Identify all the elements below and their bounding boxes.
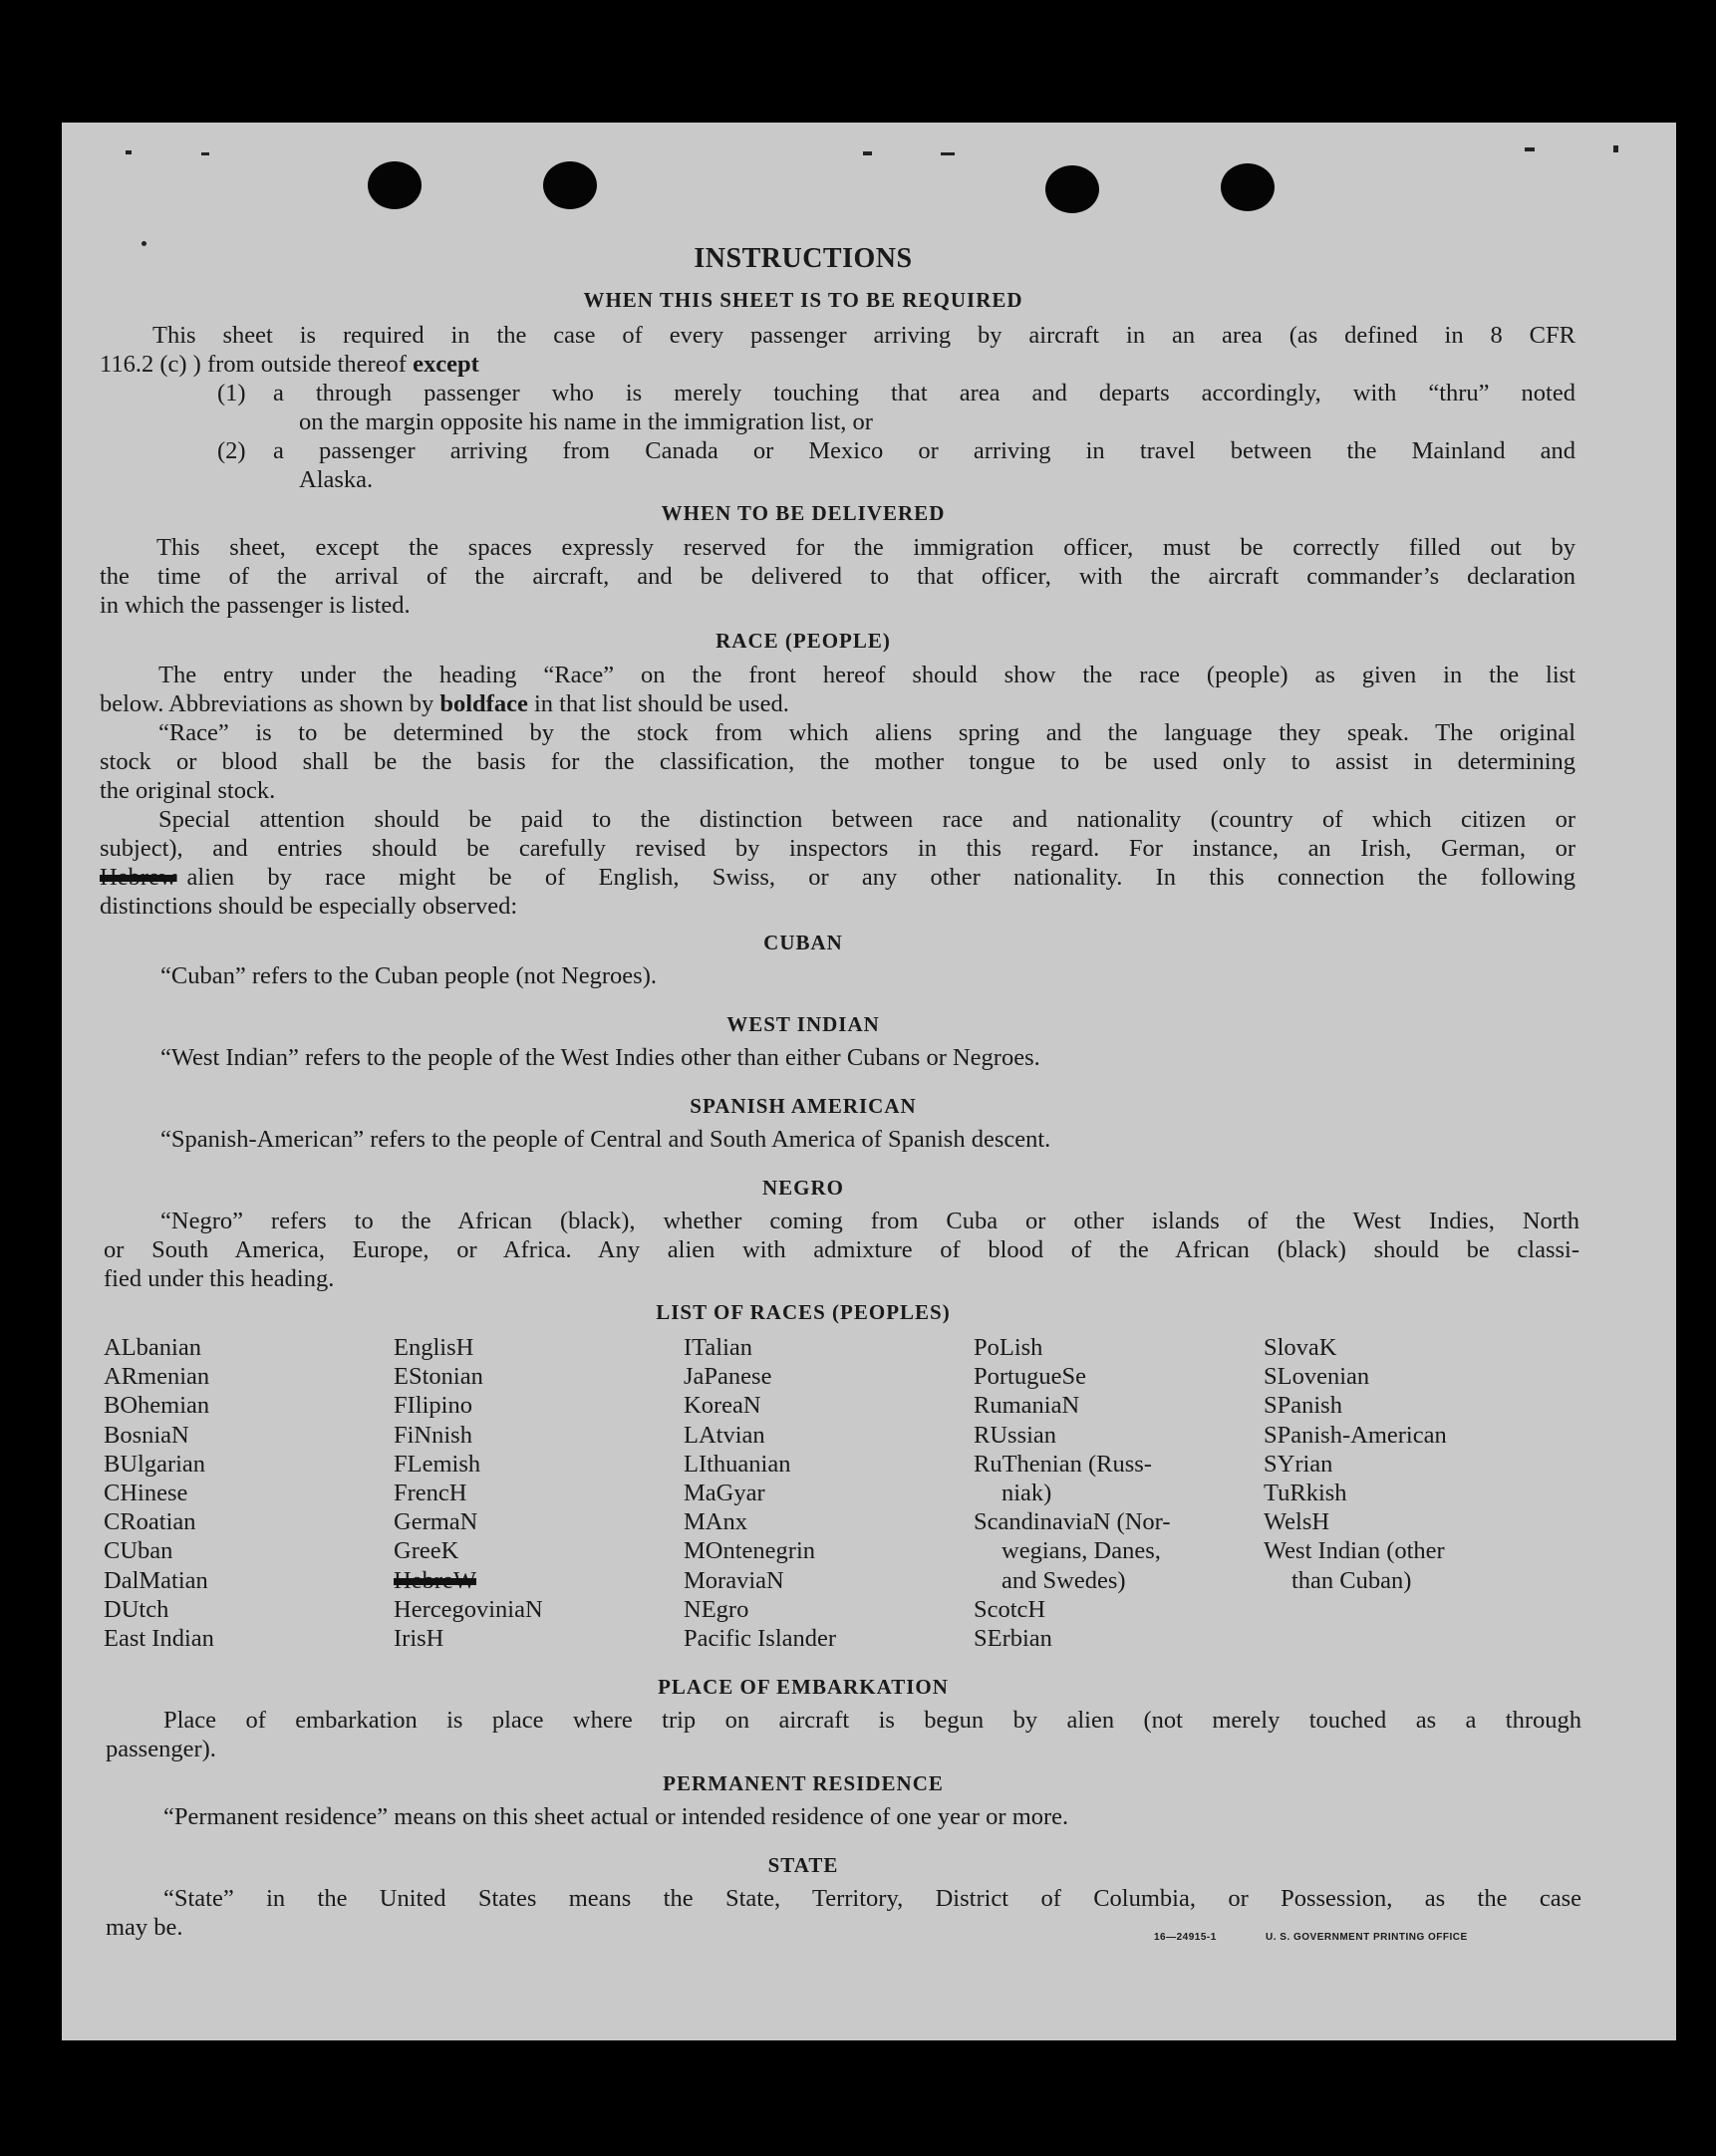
race-column xyxy=(684,1333,836,1653)
race-entry: RumaniaN xyxy=(974,1392,1080,1420)
paragraph-line xyxy=(100,690,789,718)
speck xyxy=(1525,147,1535,151)
race-column xyxy=(974,1333,1170,1653)
race-entry: MOntenegrin xyxy=(684,1537,815,1565)
punch-hole xyxy=(543,161,597,209)
text: in that list should be used. xyxy=(533,690,789,717)
list-number: (1) xyxy=(217,380,246,406)
race-entry: GreeK xyxy=(394,1537,459,1565)
race-entry: CRoatian xyxy=(104,1508,196,1536)
section-heading: WEST INDIAN xyxy=(726,1012,880,1036)
race-entry: GermaN xyxy=(394,1508,478,1536)
paragraph-line: “State” in the United States means the State, Territory, District of Columbia, or Possession, as the case xyxy=(163,1885,1581,1912)
section-heading: WHEN THIS SHEET IS TO BE REQUIRED xyxy=(583,288,1023,312)
race-entry: SErbian xyxy=(974,1625,1052,1653)
paragraph-line: in which the passenger is listed. xyxy=(100,592,411,619)
paragraph-line: “West Indian” refers to the people of the West Indies other than either Cubans or Negroes. xyxy=(160,1044,1040,1071)
paragraph-line: the original stock. xyxy=(100,777,276,804)
instruction-sheet xyxy=(62,123,1676,2040)
race-entry: ScandinaviaN (Nor- xyxy=(974,1508,1171,1536)
race-entry: LAtvian xyxy=(684,1421,765,1449)
paragraph-line: “Cuban” refers to the Cuban people (not Negroes). xyxy=(160,962,657,989)
bold-text: except xyxy=(413,351,479,378)
form-number: 16—24915-1 xyxy=(1154,1932,1217,1943)
race-column xyxy=(1264,1333,1447,1595)
paragraph-line: “Permanent residence” means on this sheet actual or intended residence of one year or more. xyxy=(163,1803,1069,1830)
race-entry: MoraviaN xyxy=(684,1566,784,1594)
paragraph-line: “Negro” refers to the African (black), whether coming from Cuba or other islands of the West Indies, North xyxy=(160,1208,1579,1234)
race-entry: TuRkish xyxy=(1264,1480,1347,1507)
paragraph-line xyxy=(100,864,1575,892)
speck xyxy=(1613,145,1618,152)
paragraph-line: This sheet is required in the case of every passenger arriving by aircraft in an area (as defined in 8 CFR xyxy=(152,322,1575,349)
section-heading: LIST OF RACES (PEOPLES) xyxy=(656,1300,951,1324)
race-entry: BOhemian xyxy=(104,1392,210,1420)
race-entry: MaGyar xyxy=(684,1480,765,1507)
race-entry: FiNnish xyxy=(394,1421,472,1449)
paragraph-line: “Spanish-American” refers to the people of Central and South America of Spanish descent. xyxy=(160,1126,1051,1153)
section-heading: WHEN TO BE DELIVERED xyxy=(661,501,946,525)
race-entry: FIlipino xyxy=(394,1392,472,1420)
paragraph-line: Place of embarkation is place where trip on aircraft is begun by alien (not merely touched as a through xyxy=(163,1707,1581,1734)
race-entry: and Swedes) xyxy=(1001,1566,1126,1594)
section-heading: PERMANENT RESIDENCE xyxy=(663,1771,944,1795)
text: 116.2 (c) ) from outside thereof xyxy=(100,351,407,378)
race-entry: ARmenian xyxy=(104,1363,210,1391)
section-heading: STATE xyxy=(767,1853,839,1877)
race-entry: SlovaK xyxy=(1264,1334,1337,1361)
section-heading: PLACE OF EMBARKATION xyxy=(658,1675,949,1699)
race-entry: FLemish xyxy=(394,1450,481,1478)
section-heading: RACE (PEOPLE) xyxy=(715,629,891,653)
struck-text: Hebrew xyxy=(100,864,177,891)
paragraph-line: fied under this heading. xyxy=(104,1265,335,1292)
paragraph-line: “Race” is to be determined by the stock from which aliens spring and the language they speak. The original xyxy=(158,719,1575,746)
speck xyxy=(126,150,132,154)
list-item-line: on the margin opposite his name in the immigration list, or xyxy=(299,408,873,435)
race-entry: KoreaN xyxy=(684,1392,761,1420)
race-entry: SPanish-American xyxy=(1264,1421,1447,1449)
race-entry: West Indian (other xyxy=(1264,1537,1445,1565)
race-entry: PoLish xyxy=(974,1334,1043,1361)
list-item-line: Alaska. xyxy=(299,466,374,493)
page-title: INSTRUCTIONS xyxy=(694,243,913,274)
punch-hole xyxy=(1045,165,1099,213)
race-entry: FrencH xyxy=(394,1480,467,1507)
race-entry: RUssian xyxy=(974,1421,1057,1449)
race-entry: MAnx xyxy=(684,1508,747,1536)
race-entry: ITalian xyxy=(684,1334,753,1361)
list-item-line: a through passenger who is merely touching that area and departs accordingly, with “thru” noted xyxy=(273,380,1575,406)
paragraph-line: distinctions should be especially observed: xyxy=(100,893,518,920)
paragraph-line: may be. xyxy=(106,1914,183,1941)
paragraph-line: The entry under the heading “Race” on the front hereof should show the race (people) as given in the list xyxy=(158,662,1575,688)
speck xyxy=(863,151,872,155)
race-entry: PortugueSe xyxy=(974,1363,1086,1391)
race-entry: IrisH xyxy=(394,1625,444,1653)
race-entry: EnglisH xyxy=(394,1334,474,1361)
paragraph-line: subject), and entries should be carefully revised by inspectors in this regard. For instance, an Irish, German, or xyxy=(100,835,1575,862)
section-heading: NEGRO xyxy=(761,1176,844,1200)
paragraph-line: or South America, Europe, or Africa. Any alien with admixture of blood of the African (black) should be classi- xyxy=(104,1236,1579,1263)
race-entry: HercegoviniaN xyxy=(394,1595,543,1623)
race-entry: East Indian xyxy=(104,1625,214,1653)
race-entry: ScotcH xyxy=(974,1595,1046,1623)
section-heading: SPANISH AMERICAN xyxy=(690,1094,917,1118)
race-entry: HebreW xyxy=(394,1566,476,1594)
race-entry: NEgro xyxy=(684,1595,749,1623)
race-entry: WelsH xyxy=(1264,1508,1330,1536)
bold-text: boldface xyxy=(439,690,528,717)
paragraph-line: stock or blood shall be the basis for the classification, the mother tongue to be used only to assist in determining xyxy=(100,748,1575,775)
text: alien by race might be of English, Swiss, or any other nationality. In this connection the following xyxy=(186,864,1575,891)
punch-hole xyxy=(1221,163,1275,211)
race-entry: SPanish xyxy=(1264,1392,1342,1420)
race-entry: JaPanese xyxy=(684,1363,772,1391)
paragraph-line: Special attention should be paid to the distinction between race and nationality (country of which citizen or xyxy=(158,806,1575,833)
race-entry: DUtch xyxy=(104,1595,169,1623)
list-item-line: a passenger arriving from Canada or Mexico or arriving in travel between the Mainland and xyxy=(273,437,1575,464)
race-entry: BosniaN xyxy=(104,1421,189,1449)
race-entry: DalMatian xyxy=(104,1566,208,1594)
speck xyxy=(201,152,209,155)
race-entry: SYrian xyxy=(1264,1450,1333,1478)
list-number: (2) xyxy=(217,437,246,464)
printer-imprint: U. S. GOVERNMENT PRINTING OFFICE xyxy=(1266,1932,1468,1943)
race-entry: wegians, Danes, xyxy=(1001,1537,1161,1565)
race-entry: ALbanian xyxy=(104,1334,201,1361)
race-entry: CHinese xyxy=(104,1480,188,1507)
race-entry: EStonian xyxy=(394,1363,483,1391)
paragraph-line: passenger). xyxy=(106,1736,216,1762)
punch-hole xyxy=(368,161,422,209)
race-column xyxy=(394,1333,543,1653)
race-entry: CUban xyxy=(104,1537,173,1565)
section-heading: CUBAN xyxy=(763,931,843,954)
paragraph-line: This sheet, except the spaces expressly reserved for the immigration officer, must be correctly filled out by xyxy=(156,534,1575,561)
speck xyxy=(941,152,955,155)
text: below. Abbreviations as shown by xyxy=(100,690,434,717)
race-entry: Pacific Islander xyxy=(684,1625,837,1653)
race-entry: BUlgarian xyxy=(104,1450,206,1478)
race-entry: than Cuban) xyxy=(1291,1566,1412,1594)
race-entry: LIthuanian xyxy=(684,1450,791,1478)
paragraph-line: the time of the arrival of the aircraft, and be delivered to that officer, with the aircraft commander’s declaration xyxy=(100,563,1575,590)
paragraph-line xyxy=(100,351,479,379)
race-entry: niak) xyxy=(1001,1480,1052,1507)
race-entry: SLovenian xyxy=(1264,1363,1370,1391)
race-column xyxy=(104,1333,214,1653)
race-entry: RuThenian (Russ- xyxy=(974,1450,1152,1478)
